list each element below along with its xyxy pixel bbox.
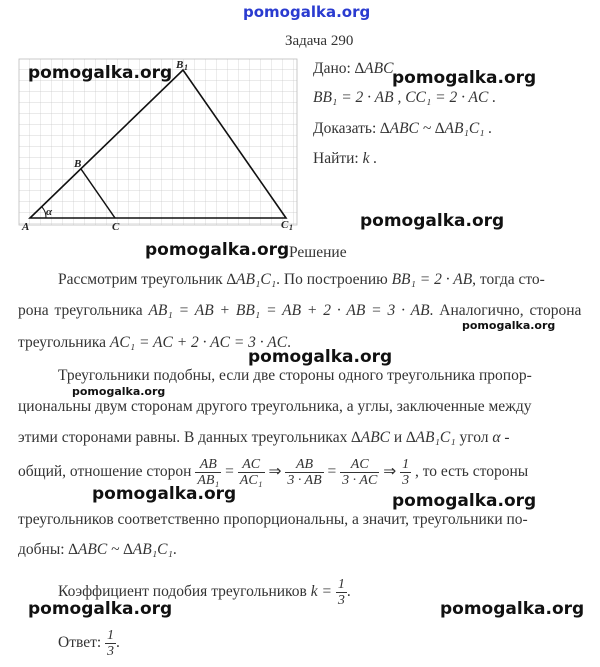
fraction [238, 457, 265, 488]
denominator: AC₁ [239, 472, 263, 488]
watermark: pomogalka.org [360, 211, 505, 231]
find-label: Найти: [313, 150, 363, 167]
formula: ∆AB₁C₁ [406, 429, 456, 446]
label-c1: C [281, 219, 289, 231]
label-c1-sub: 1 [289, 223, 293, 232]
given-triangle: ∆ABC [354, 60, 394, 77]
given-line [313, 60, 393, 78]
formula: α [492, 429, 501, 446]
answer-line [58, 626, 120, 660]
para2-line3 [18, 429, 510, 447]
triangle-figure [18, 58, 300, 238]
equals: = [225, 463, 234, 480]
numerator: AB [195, 457, 221, 473]
watermark: pomogalka.org [248, 347, 393, 367]
formula: ∆ABC [351, 429, 391, 446]
text: Рассмотрим треугольник [58, 271, 227, 288]
text: рона треугольника [18, 302, 149, 319]
watermark: pomogalka.org [28, 599, 173, 619]
label-alpha: α [46, 206, 53, 218]
equals: = [327, 463, 337, 480]
prove-statement: ∆ABC ~ ∆AB₁C₁ . [380, 120, 493, 137]
text: . Аналогично, сторона [429, 302, 582, 319]
answer-label: Ответ: [58, 634, 106, 651]
numerator: AC [238, 457, 265, 473]
watermark: pomogalka.org [28, 63, 173, 83]
text: добны: [18, 541, 69, 558]
text: . [116, 634, 120, 651]
para2-line2: циональны двум сторонам другого треугольника, а углы, заключенные между [18, 398, 532, 415]
fraction [340, 457, 379, 488]
numerator: AB [285, 457, 323, 473]
text: этими сторонами равны. В данных треугольниках [18, 429, 352, 446]
text: угол [455, 429, 493, 446]
text: треугольника [18, 334, 110, 351]
k-symbol: k = [310, 583, 332, 600]
denominator: 3 [402, 472, 410, 488]
watermark: pomogalka.org [392, 68, 537, 88]
implies-arrow: ⇒ [268, 463, 282, 480]
find-line [313, 150, 377, 168]
formula: ∆ABC ~ ∆AB₁C₁ [68, 541, 173, 558]
formula: AB₁ = AB + BB₁ = AB + 2 · AB = 3 · AB [148, 302, 430, 319]
denominator: 3 · AB [287, 472, 322, 488]
para2-line6 [18, 541, 177, 559]
numerator: 1 [107, 627, 115, 643]
text: . [346, 583, 351, 600]
fraction [285, 457, 323, 488]
para2-line5: треугольников соответственно пропорциональны, а значит, треугольники по- [18, 511, 528, 528]
text: , то есть стороны [414, 463, 529, 480]
watermark-small: pomogalka.org [462, 319, 556, 332]
formula: ∆AB₁C₁ [226, 271, 277, 288]
fraction [400, 457, 411, 488]
label-b1: B [176, 59, 184, 71]
label-b: B [74, 158, 82, 170]
formula: AC₁ = AC + 2 · AC = 3 · AC [109, 334, 288, 351]
text: и [390, 429, 407, 446]
denominator: 3 · AC [342, 472, 378, 488]
text: общий, отношение сторон [18, 463, 196, 480]
denominator: 3 [337, 592, 345, 608]
text: . [172, 541, 177, 558]
given-label: Дано: [313, 60, 355, 77]
watermark: pomogalka.org [392, 491, 537, 511]
solution-title: Решение [289, 244, 347, 261]
para2-line1: Треугольники подобны, если две стороны одного треугольника пропор- [58, 367, 532, 384]
text: . По построению [276, 271, 392, 288]
watermark: pomogalka.org [145, 240, 290, 260]
numerator: 1 [402, 456, 410, 472]
watermark-small: pomogalka.org [72, 385, 166, 398]
numerator: AC [340, 457, 379, 473]
para1-line1 [58, 271, 545, 289]
watermark: pomogalka.org [92, 484, 237, 504]
denominator: AB₁ [197, 472, 220, 488]
watermark-top: pomogalka.org [243, 3, 371, 21]
watermark: pomogalka.org [440, 599, 585, 619]
text: . [287, 334, 291, 351]
fraction [336, 577, 347, 608]
prove-label: Доказать: [313, 120, 381, 137]
prove-line [313, 120, 492, 138]
fraction [105, 628, 116, 659]
grid-background [19, 59, 297, 225]
find-value: k . [362, 150, 378, 167]
label-b1-sub: 1 [184, 63, 188, 72]
para1-line2 [18, 302, 581, 320]
implies-arrow: ⇒ [383, 463, 397, 480]
denominator: 3 [107, 643, 115, 659]
given-conditions: BB₁ = 2 · AB , CC₁ = 2 · AC . [313, 89, 497, 106]
text: - [500, 429, 510, 446]
text: , тогда сто- [472, 271, 545, 288]
formula: BB₁ = 2 · AB [391, 271, 473, 288]
numerator: 1 [337, 576, 345, 592]
task-title: Задача 290 [285, 33, 354, 49]
text: Коэффициент подобия треугольников [58, 583, 311, 600]
label-a: A [22, 221, 30, 233]
label-c: C [112, 221, 120, 233]
